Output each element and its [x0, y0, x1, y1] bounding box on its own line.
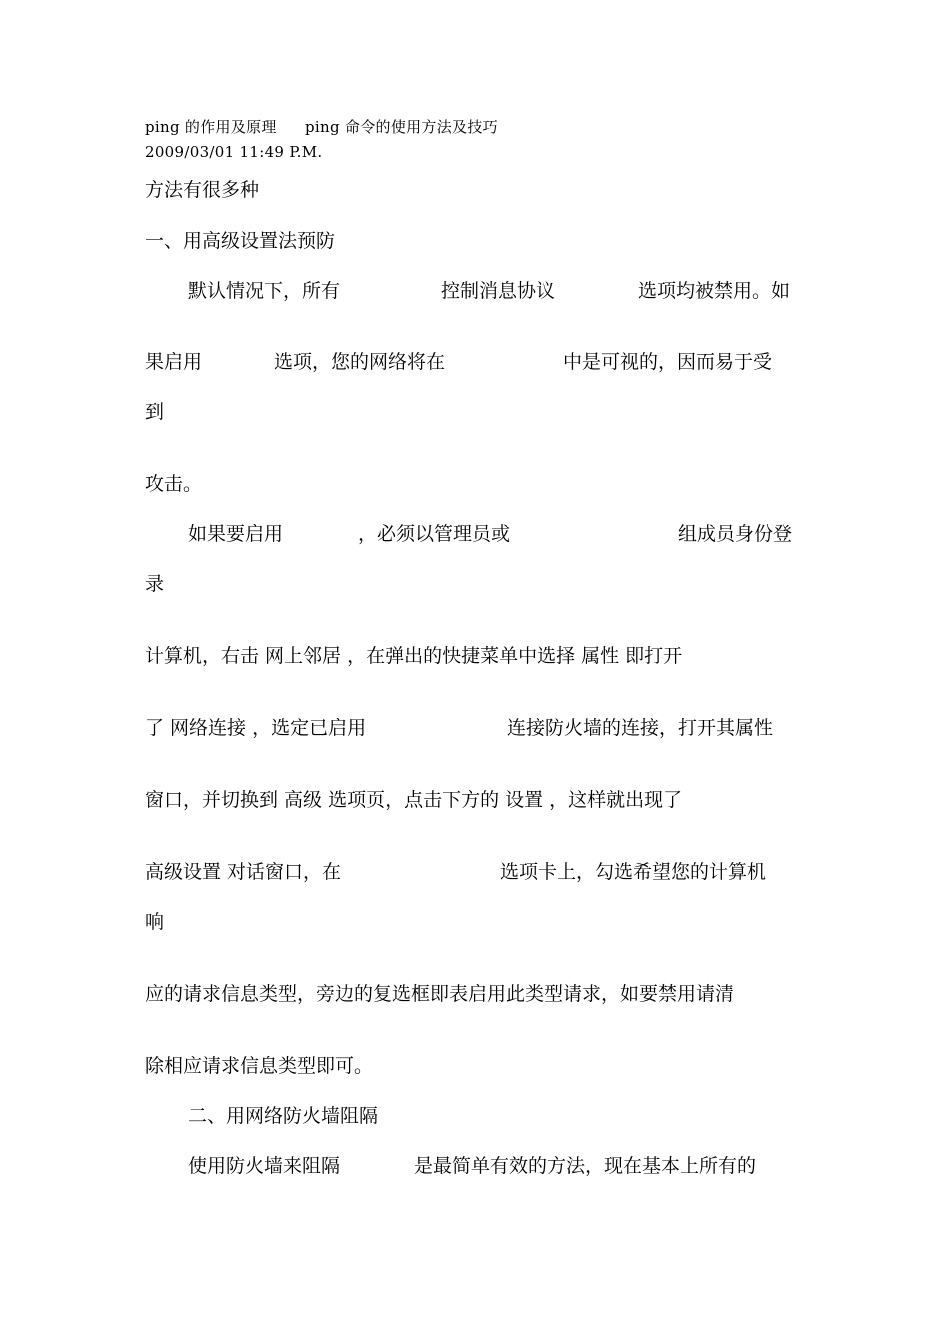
text-line-5-a: 如果要启用 — [188, 523, 284, 545]
text-line-1-c: 选项均被禁用。如 — [638, 280, 791, 302]
text-line-3: 到 — [145, 401, 165, 423]
text-line-8-b: 连接防火墙的连接，打开其属性 — [507, 717, 774, 739]
text-line-10-b: 选项卡上，勾选希望您的计算机 — [500, 861, 767, 883]
text-line-5-b: ，必须以管理员或 — [358, 523, 511, 545]
paragraph-intro: 方法有很多种 — [145, 179, 260, 201]
text-line-13: 除相应请求信息类型即可。 — [145, 1055, 374, 1077]
text-line-2-b: 选项，您的网络将在 — [274, 351, 446, 373]
text-line-7: 计算机，右击 网上邻居 ，在弹出的快捷菜单中选择 属性 即打开 — [145, 645, 683, 667]
text-line-5-c: 组成员身份登 — [678, 523, 793, 545]
text-line-1-b: 控制消息协议 — [441, 280, 556, 302]
heading-two: 二、用网络防火墙阻隔 — [188, 1105, 379, 1127]
text-line-4: 攻击。 — [145, 473, 203, 495]
text-line-2-a: 果启用 — [145, 351, 203, 373]
text-line-8-a: 了 网络连接 ，选定已启用 — [145, 717, 367, 739]
text-line-6: 录 — [145, 573, 165, 595]
text-line-11: 响 — [145, 911, 165, 933]
text-line-12: 应的请求信息类型，旁边的复选框即表启用此类型请求，如要禁用请清 — [145, 983, 735, 1005]
heading-one: 一、用高级设置法预防 — [145, 230, 336, 252]
header-title-left: ping 的作用及原理 — [145, 118, 277, 136]
text-line-2-c: 中是可视的，因而易于受 — [563, 351, 773, 373]
text-line-9: 窗口，并切换到 高级 选项页，点击下方的 设置 ，这样就出现了 — [145, 789, 683, 811]
header-timestamp: 2009/03/01 11:49 P.M. — [145, 143, 323, 161]
header-title-right: ping 命令的使用方法及技巧 — [305, 118, 498, 136]
text-line-14-b: 是最简单有效的方法，现在基本上所有的 — [414, 1155, 757, 1177]
text-line-1-a: 默认情况下，所有 — [188, 280, 341, 302]
text-line-10-a: 高级设置 对话窗口，在 — [145, 861, 342, 883]
text-line-14-a: 使用防火墙来阻隔 — [188, 1155, 341, 1177]
